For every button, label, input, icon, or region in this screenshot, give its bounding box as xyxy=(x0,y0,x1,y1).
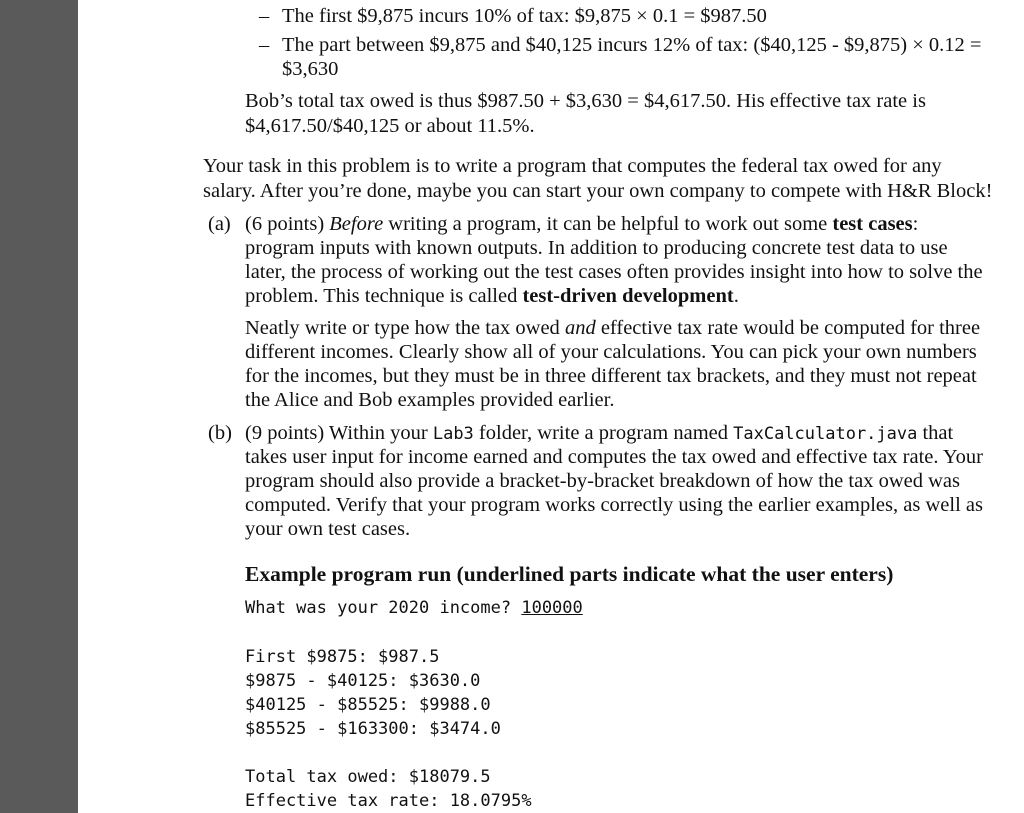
part-a-text: effective tax rate would be computed for three xyxy=(595,317,981,339)
part-a-line xyxy=(245,284,739,308)
part-b-line: computed. Verify that your program works correctly using the earlier examples, as well as xyxy=(245,494,983,516)
example-breakdown-line: $9875 - $40125: $3630.0 xyxy=(245,671,481,691)
example-user-input: 100000 xyxy=(521,598,583,618)
file-name: TaxCalculator.java xyxy=(733,424,918,444)
part-b-text: folder, write a program named xyxy=(473,422,734,444)
part-b-label: (b) xyxy=(208,422,232,444)
term-test-cases: test cases xyxy=(832,213,913,235)
part-b-text: that xyxy=(917,422,954,444)
task-paragraph-line: salary. After you’re done, maybe you can start your own company to compete with H&R Block! xyxy=(203,180,993,202)
bob-summary-line: Bob’s total tax owed is thus $987.50 + $3,630 = $4,617.50. His effective tax rate is xyxy=(245,90,926,112)
example-rate-line: Effective tax rate: 18.0795% xyxy=(245,791,532,811)
document-page xyxy=(78,0,1024,813)
bob-summary-line: $4,617.50/$40,125 or about 11.5%. xyxy=(245,115,535,137)
part-a-text: Neatly write or type how the tax owed xyxy=(245,317,565,339)
part-a-text: : xyxy=(912,213,919,235)
emphasis-before: Before xyxy=(329,213,384,235)
part-b-text: (9 points) Within your xyxy=(245,422,433,444)
part-b-line: your own test cases. xyxy=(245,518,411,540)
emphasis-and: and xyxy=(564,317,596,339)
part-b-line: program should also provide a bracket-by-bracket breakdown of how the tax owed was xyxy=(245,470,960,492)
example-prompt-line xyxy=(245,596,583,620)
bullet-marker: – xyxy=(259,5,270,27)
part-a-points: (6 points) xyxy=(245,213,325,235)
part-a-line: program inputs with known outputs. In addition to producing concrete test data to use xyxy=(245,237,948,259)
left-margin-bar xyxy=(0,0,78,813)
example-breakdown-line: First $9875: $987.5 xyxy=(245,647,440,667)
bullet-second-bracket: The part between $9,875 and $40,125 incurs 12% of tax: ($40,125 - $9,875) × 0.12 = xyxy=(282,34,982,56)
term-test-driven-development: test-driven development xyxy=(522,285,734,307)
part-a-instruction-line: the Alice and Bob examples provided earlier. xyxy=(245,389,615,411)
part-b-line xyxy=(245,421,953,446)
part-a-text: problem. This technique is called xyxy=(245,285,523,307)
part-a-instruction-line: different incomes. Clearly show all of your calculations. You can pick your own numbers xyxy=(245,341,977,363)
part-a-label: (a) xyxy=(208,213,231,235)
example-total-line: Total tax owed: $18079.5 xyxy=(245,767,491,787)
folder-name: Lab3 xyxy=(432,424,474,444)
bullet-second-bracket-cont: $3,630 xyxy=(282,58,339,80)
bullet-marker: – xyxy=(259,34,270,56)
example-prompt: What was your 2020 income? xyxy=(245,598,522,618)
part-a-instruction-line xyxy=(245,316,980,340)
part-b-line: takes user input for income earned and computes the tax owed and effective tax rate. Your xyxy=(245,446,983,468)
example-breakdown-line: $40125 - $85525: $9988.0 xyxy=(245,695,491,715)
example-breakdown-line: $85525 - $163300: $3474.0 xyxy=(245,719,501,739)
part-a-line: later, the process of working out the test cases often provides insight into how to solve the xyxy=(245,261,983,283)
part-a-line xyxy=(245,212,918,236)
part-a-instruction-line: for the incomes, but they must be in three different tax brackets, and they must not repeat xyxy=(245,365,977,387)
task-paragraph-line: Your task in this problem is to write a program that computes the federal tax owed for any xyxy=(203,155,942,177)
part-a-text: . xyxy=(733,285,739,307)
example-heading: Example program run (underlined parts indicate what the user enters) xyxy=(245,562,894,586)
part-a-text: writing a program, it can be helpful to work out some xyxy=(383,213,833,235)
bullet-first-bracket: The first $9,875 incurs 10% of tax: $9,875 × 0.1 = $987.50 xyxy=(282,5,767,27)
